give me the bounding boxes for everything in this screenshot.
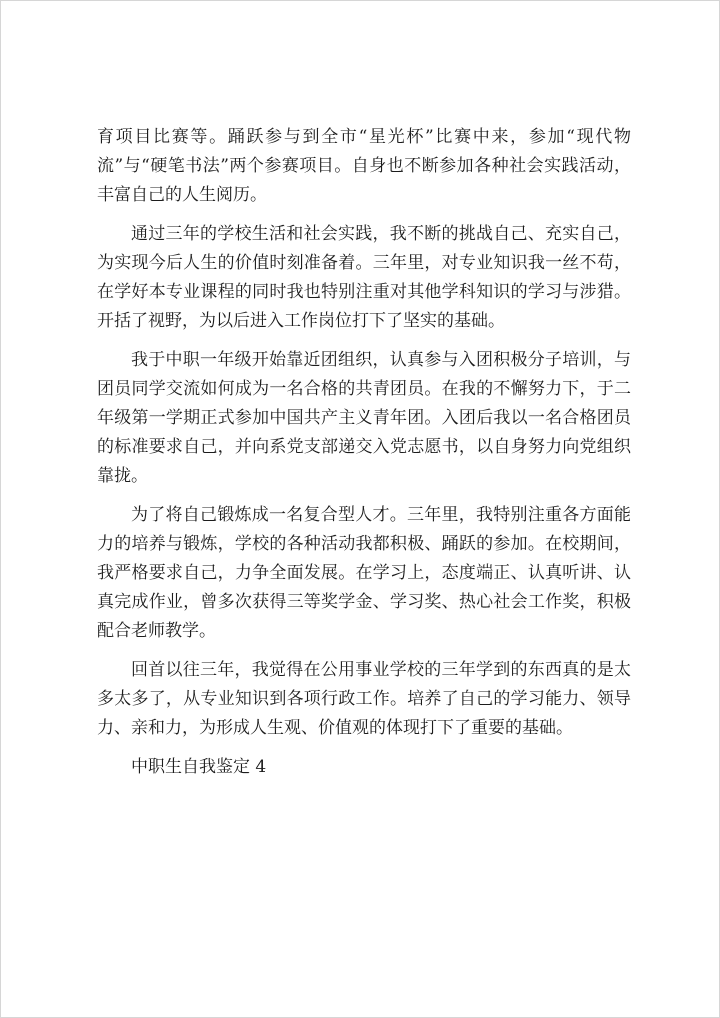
paragraph-youth-league: 我于中职一年级开始靠近团组织，认真参与入团积极分子培训，与团员同学交流如何成为一名合格的共青团员。在我的不懈努力下，于二年级第一学期正式参加中国共产主义青年团。入团后我以一名合格团员的标准要求自己，并向系党支部递交入党志愿书，以自身努力向党组织靠拢。 xyxy=(97,350,631,486)
section-heading: 中职生自我鉴定 4 xyxy=(131,757,267,777)
paragraph-social-practice: 通过三年的学校生活和社会实践，我不断的挑战自己、充实自己，为实现今后人生的价值时刻准备着。三年里，对专业知识我一丝不苟，在学好本专业课程的同时我也特别注重对其他学科知识的学习与涉猎。开括了视野，为以后进入工作岗位打下了坚实的基础。 xyxy=(97,224,631,331)
paragraph-looking-back: 回首以往三年，我觉得在公用事业学校的三年学到的东西真的是太多太多了，从专业知识到各项行政工作。培养了自己的学习能力、领导力、亲和力，为形成人生观、价值观的体现打下了重要的基础。 xyxy=(97,660,631,738)
document-body xyxy=(97,123,631,782)
paragraph-comprehensive-development: 为了将自己锻炼成一名复合型人才。三年里，我特别注重各方面能力的培养与锻炼，学校的各种活动我都积极、踊跃的参加。在校期间，我严格要求自己，力争全面发展。在学习上，态度端正、认真听讲、认真完成作业，曾多次获得三等奖学金、学习奖、热心社会工作奖，积极配合老师教学。 xyxy=(97,505,631,641)
paragraph-continued: 育项目比赛等。踊跃参与到全市“星光杯”比赛中来，参加“现代物流”与“硬笔书法”两个参赛项目。自身也不断参加各种社会实践活动，丰富自己的人生阅历。 xyxy=(97,127,631,205)
